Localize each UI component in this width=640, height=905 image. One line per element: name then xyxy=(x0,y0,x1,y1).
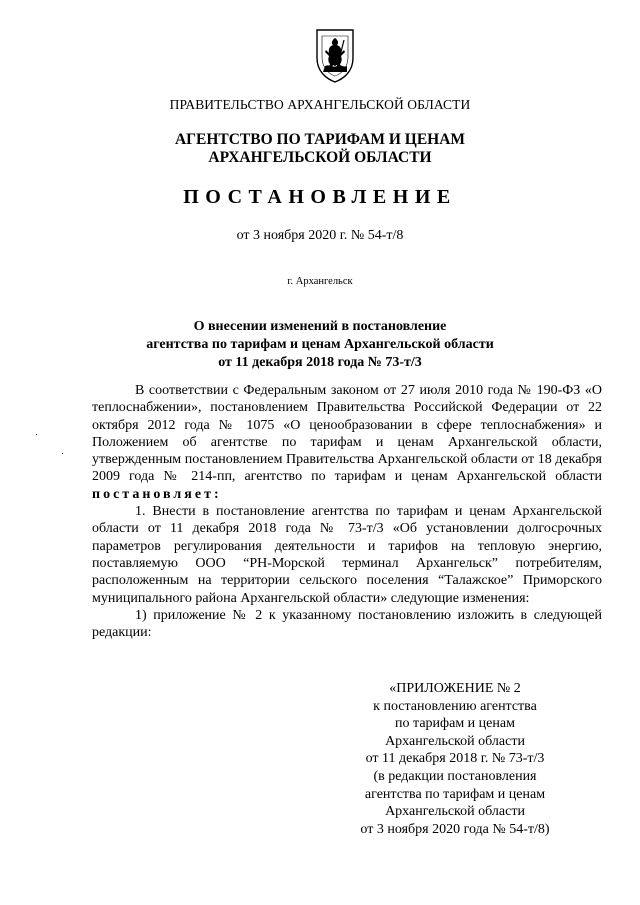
appendix-heading xyxy=(340,680,570,838)
appendix-line: от 3 ноября 2020 года № 54-т/8) xyxy=(360,821,550,837)
document-type: ПОСТАНОВЛЕНИЕ xyxy=(183,186,457,208)
government-name: ПРАВИТЕЛЬСТВО АРХАНГЕЛЬСКОЙ ОБЛАСТИ xyxy=(169,97,471,112)
resolves-colon: : xyxy=(213,486,219,502)
scan-dot xyxy=(36,434,37,435)
item-1-1-paragraph: 1) приложение № 2 к указанному постановлению изложить в следующей редакции: xyxy=(92,607,602,641)
resolves-word: постановляет xyxy=(92,486,214,502)
preamble-paragraph xyxy=(92,382,602,503)
appendix-line: от 11 декабря 2018 г. № 73-т/3 xyxy=(365,751,545,767)
agency-line-2: АРХАНГЕЛЬСКОЙ ОБЛАСТИ xyxy=(208,149,432,166)
subject-line-2: агентства по тарифам и ценам Архангельской области xyxy=(146,337,494,352)
coat-of-arms-icon xyxy=(313,28,357,84)
subject-line-1: О внесении изменений в постановление xyxy=(193,319,447,334)
appendix-line: по тарифам и ценам xyxy=(395,716,515,732)
document-subject xyxy=(0,318,640,372)
appendix-line: агентства по тарифам и ценам xyxy=(364,786,546,802)
agency-line-1: АГЕНТСТВО ПО ТАРИФАМ И ЦЕНАМ xyxy=(174,131,466,148)
agency-name xyxy=(0,131,640,167)
city: г. Архангельск xyxy=(287,276,353,287)
appendix-line: «ПРИЛОЖЕНИЕ № 2 xyxy=(389,681,521,696)
scan-dot xyxy=(62,453,63,454)
appendix-line: к постановлению агентства xyxy=(373,698,537,714)
subject-line-3: от 11 декабря 2018 года № 73-т/3 xyxy=(218,355,422,370)
preamble-text: В соответствии с Федеральным законом от 27 июля 2010 года № 190-ФЗ «О теплоснабжении», постановлением Правительства Российской Федерации от 22 октября 2012 года № 1075 «О ценообразовании в сфере теплоснабжения» и Положением об агентстве по тарифам и ценам Архангельской области, утвержденным постановлением Правительства Архангельской области от 18 декабря 2009 года № 214-пп, агентство по тарифам и ценам Архангельской области xyxy=(92,383,602,485)
date-and-number: от 3 ноября 2020 г. № 54-т/8 xyxy=(236,228,404,243)
appendix-line: Архангельской области xyxy=(385,733,525,749)
document-body xyxy=(92,382,602,641)
appendix-line: Архангельской области xyxy=(385,804,525,820)
item-1-paragraph: 1. Внести в постановление агентства по тарифам и ценам Архангельской области от 11 декабря 2018 года № 73-т/3 «Об установлении долгосрочных параметров регулирования деятельности и тарифов на тепловую энергию, поставляемую ООО “РН-Морской терминал Архангельск” потребителям, расположенным на территории сельского поселения “Талажское” Приморского муниципального района Архангельской области» следующие изменения: xyxy=(92,504,602,606)
appendix-line: (в редакции постановления xyxy=(373,768,537,784)
